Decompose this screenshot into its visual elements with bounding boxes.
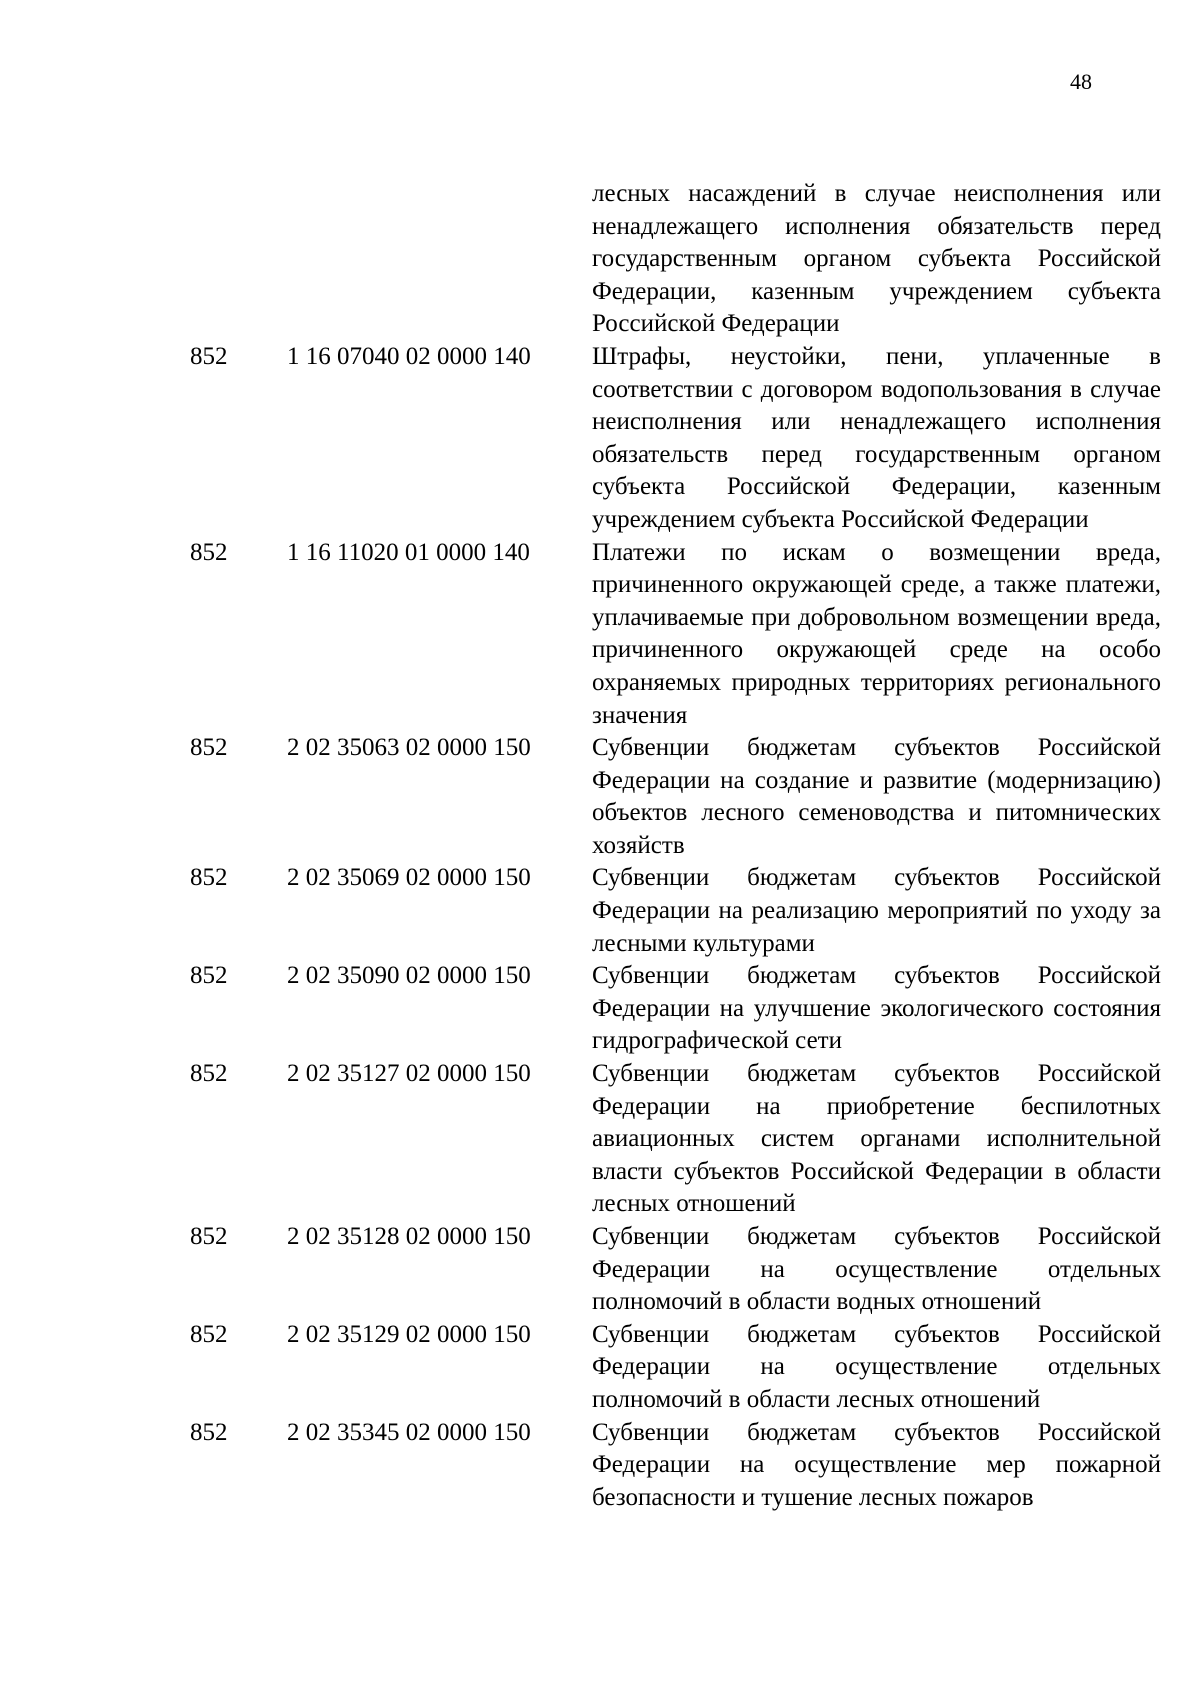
budget-classification-code: 2 02 35090 02 0000 150 bbox=[287, 962, 531, 990]
page-number: 48 bbox=[1070, 69, 1092, 94]
revenue-description: Субвенции бюджетам субъектов Российской Федерации на приобретение беспилотных авиационных систем органами исполнительной власти субъектов Российской Федерации в области лесных отношений bbox=[592, 1060, 1161, 1218]
budget-classification-code: 2 02 35345 02 0000 150 bbox=[287, 1418, 531, 1446]
table-row bbox=[0, 960, 1200, 1058]
table-row bbox=[0, 341, 1200, 537]
budget-classification-code: 2 02 35063 02 0000 150 bbox=[287, 734, 531, 762]
administrator-code: 852 bbox=[190, 962, 228, 990]
administrator-code: 852 bbox=[190, 1223, 228, 1250]
table-row bbox=[0, 1417, 1200, 1515]
revenue-description: Штрафы, неустойки, пени, уплаченные в соответствии с договором водопользования в случае неисполнения или ненадлежащего исполнения обязательств перед государственным органом субъекта Российской Федерации, казенным учреждением субъекта Российской Федерации bbox=[592, 342, 1161, 533]
budget-classification-code: 2 02 35127 02 0000 150 bbox=[287, 1060, 531, 1088]
table-row bbox=[0, 862, 1200, 960]
revenue-codes-table bbox=[0, 178, 1200, 1514]
revenue-description: Субвенции бюджетам субъектов Российской Федерации на осуществление отдельных полномочий в области лесных отношений bbox=[592, 1320, 1161, 1413]
budget-classification-code: 1 16 11020 01 0000 140 bbox=[287, 538, 530, 566]
administrator-code: 852 bbox=[190, 864, 228, 892]
budget-classification-code: 2 02 35069 02 0000 150 bbox=[287, 864, 531, 892]
administrator-code: 852 bbox=[190, 342, 228, 370]
revenue-description: Субвенции бюджетам субъектов Российской Федерации на осуществление мер пожарной безопасности и тушение лесных пожаров bbox=[592, 1418, 1161, 1511]
revenue-description: Субвенции бюджетам субъектов Российской Федерации на осуществление отдельных полномочий в области водных отношений bbox=[592, 1223, 1161, 1316]
revenue-description: Платежи по искам о возмещении вреда, причиненного окружающей среде, а также платежи, уплачиваемые при добровольном возмещении вреда, причиненного окружающей среде на особо охраняемых природных территориях регионального значения bbox=[592, 538, 1161, 729]
table-row bbox=[0, 537, 1200, 733]
administrator-code: 852 bbox=[190, 1060, 228, 1088]
budget-classification-code: 2 02 35128 02 0000 150 bbox=[287, 1223, 531, 1250]
table-row bbox=[0, 1319, 1200, 1417]
revenue-description: Субвенции бюджетам субъектов Российской Федерации на улучшение экологического состояния гидрографической сети bbox=[592, 962, 1161, 1055]
table-row bbox=[0, 732, 1200, 862]
administrator-code: 852 bbox=[190, 538, 228, 566]
table-row bbox=[0, 178, 1200, 341]
administrator-code: 852 bbox=[190, 1418, 228, 1446]
table-row bbox=[0, 1058, 1200, 1221]
revenue-description: лесных насаждений в случае неисполнения или ненадлежащего исполнения обязательств перед государственным органом субъекта Российской Федерации, казенным учреждением субъекта Российской Федерации bbox=[592, 180, 1161, 338]
administrator-code: 852 bbox=[190, 1320, 228, 1348]
budget-classification-code: 2 02 35129 02 0000 150 bbox=[287, 1320, 531, 1348]
revenue-description: Субвенции бюджетам субъектов Российской Федерации на создание и развитие (модернизацию) объектов лесного семеноводства и питомнических хозяйств bbox=[592, 734, 1161, 859]
administrator-code: 852 bbox=[190, 734, 228, 762]
revenue-description: Субвенции бюджетам субъектов Российской Федерации на реализацию мероприятий по уходу за лесными культурами bbox=[592, 864, 1161, 957]
table-row bbox=[0, 1221, 1200, 1319]
budget-classification-code: 1 16 07040 02 0000 140 bbox=[287, 342, 531, 370]
